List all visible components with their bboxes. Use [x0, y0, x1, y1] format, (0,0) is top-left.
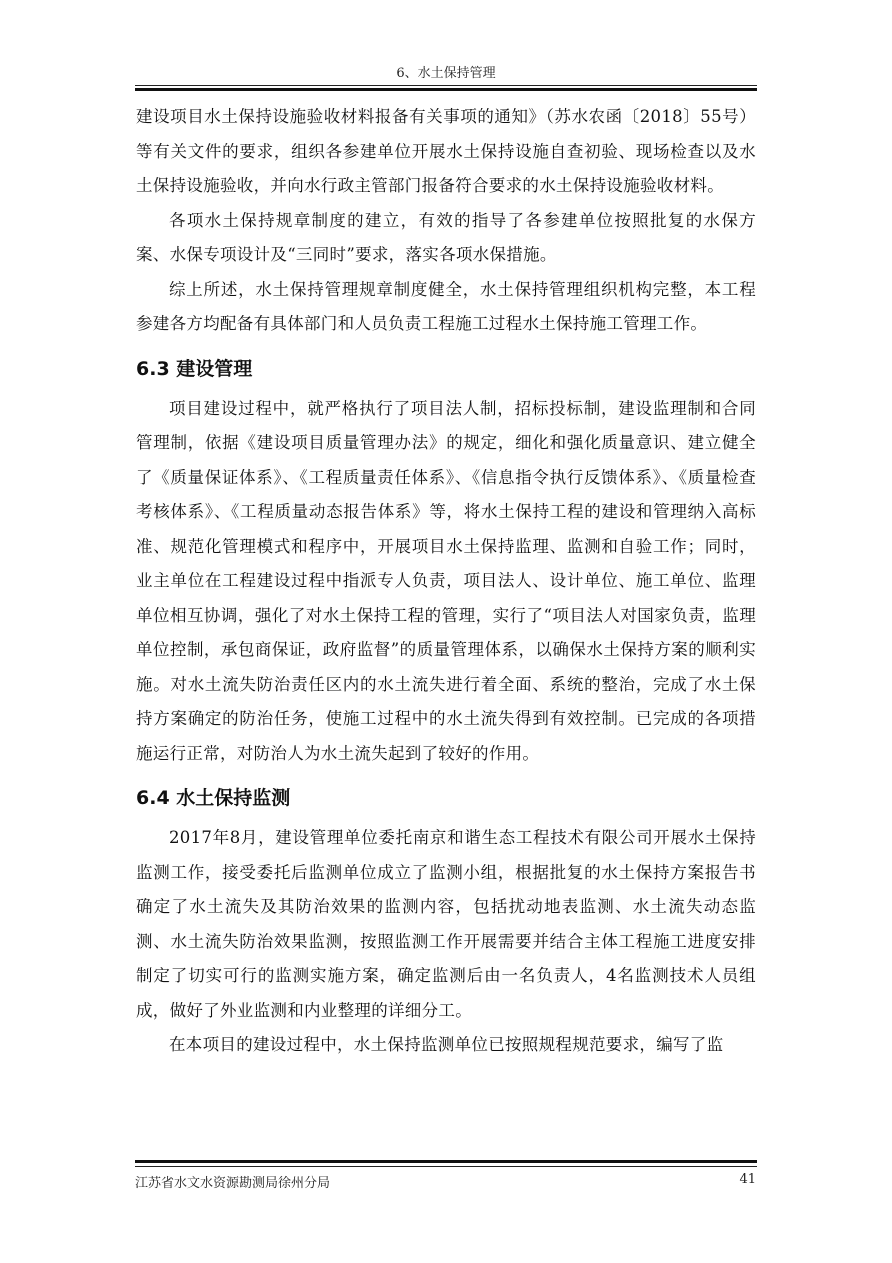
- paragraph-summary: 综上所述，水土保持管理规章制度健全，水土保持管理组织机构完整，本工程参建各方均配备有具体部门和人员负责工程施工过程水土保持施工管理工作。: [136, 279, 756, 333]
- footer-rule: [135, 1166, 757, 1167]
- document-body: [136, 100, 756, 1063]
- paragraph-monitoring-2: 在本项目的建设过程中，水土保持监测单位已按照规程规范要求，编写了监: [169, 1035, 724, 1054]
- paragraph-notice-continuation: 建设项目水土保持设施验收材料报备有关事项的通知》（苏水农函〔2018〕55号）等有关文件的要求，组织各参建单位开展水土保持设施自查初验、现场检查以及水土保持设施验收，并向水行政主管部门报备符合要求的水土保持设施验收材料。: [136, 107, 756, 195]
- section-heading-construction-management: 6.3 建设管理: [136, 357, 253, 380]
- header-rule: [135, 85, 757, 86]
- paragraph-construction-management: 项目建设过程中，就严格执行了项目法人制，招标投标制，建设监理制和合同管理制，依据《建设项目质量管理办法》的规定，细化和强化质量意识、建立健全了《质量保证体系》、《工程质量责任体系》、《信息指令执行反馈体系》、《质量检查考核体系》、《工程质量动态报告体系》等，将水土保持工程的建设和管理纳入高标准、规范化管理模式和程序中，开展项目水土保持监理、监测和自验工作；同时，业主单位在工程建设过程中指派专人负责，项目法人、设计单位、施工单位、监理单位相互协调，强化了对水土保持工程的管理，实行了“项目法人对国家负责，监理单位控制，承包商保证，政府监督”的质量管理体系，以确保水土保持方案的顺利实施。对水土流失防治责任区内的水土流失进行着全面、系统的整治，完成了水土保持方案确定的防治任务，使施工过程中的水土流失得到有效控制。已完成的各项措施运行正常，对防治人为水土流失起到了较好的作用。: [136, 398, 756, 763]
- page-number: 41: [739, 1172, 756, 1187]
- paragraph-monitoring-1: 2017年8月，建设管理单位委托南京和谐生态工程技术有限公司开展水土保持监测工作，接受委托后监测单位成立了监测小组，根据批复的水土保持方案报告书确定了水土流失及其防治效果的监测内容，包括扰动地表监测、水土流失动态监测、水土流失防治效果监测，按照监测工作开展需要并结合主体工程施工进度安排制定了切实可行的监测实施方案，确定监测后由一名负责人，4名监测技术人员组成，做好了外业监测和内业整理的详细分工。: [136, 828, 756, 1020]
- paragraph-regulations: 各项水土保持规章制度的建立，有效的指导了各参建单位按照批复的水保方案、水保专项设计及“三同时”要求，落实各项水保措施。: [136, 210, 756, 264]
- header-rule-thick: [135, 88, 757, 91]
- footer-organization: 江苏省水文水资源勘测局徐州分局: [135, 1176, 331, 1191]
- section-heading-monitoring: 6.4 水土保持监测: [136, 787, 291, 809]
- footer-rule-thick: [135, 1160, 757, 1163]
- page-header-title: 6、水土保持管理: [396, 66, 496, 81]
